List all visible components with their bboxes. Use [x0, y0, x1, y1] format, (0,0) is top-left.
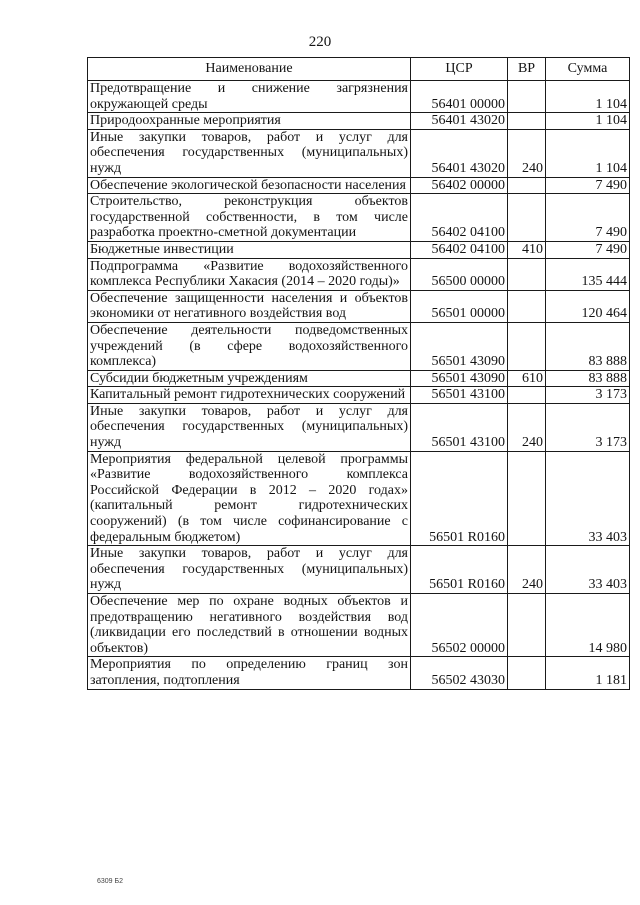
- row-vr: [508, 451, 546, 546]
- row-vr: [508, 258, 546, 290]
- row-sum: 1 104: [546, 81, 630, 113]
- table-row: [88, 370, 630, 387]
- row-vr: [508, 81, 546, 113]
- row-csr: 56401 43020: [411, 113, 508, 130]
- row-csr: 56501 R0160: [411, 451, 508, 546]
- table-row: [88, 241, 630, 258]
- header-name: Наименование: [88, 58, 411, 81]
- row-csr: 56501 43090: [411, 370, 508, 387]
- table-row: [88, 194, 630, 242]
- row-sum: 7 490: [546, 241, 630, 258]
- row-sum: 120 464: [546, 290, 630, 322]
- row-sum: 7 490: [546, 194, 630, 242]
- row-csr: 56502 43030: [411, 657, 508, 689]
- row-sum: 1 104: [546, 113, 630, 130]
- row-name: Иные закупки товаров, работ и услуг для обеспечения государственных (муниципальных) нужд: [88, 403, 411, 451]
- row-csr: 56500 00000: [411, 258, 508, 290]
- row-name: Строительство, реконструкция объектов государственной собственности, в том числе разработка проектно-сметной документации: [88, 194, 411, 242]
- row-csr: 56501 R0160: [411, 546, 508, 594]
- row-name: Подпрограмма «Развитие водохозяйственного комплекса Республики Хакасия (2014 – 2020 годы)»: [88, 258, 411, 290]
- row-name: Природоохранные мероприятия: [88, 113, 411, 130]
- row-vr: 410: [508, 241, 546, 258]
- row-name: Обеспечение мер по охране водных объектов и предотвращению негативного воздействия вод (ликвидации его последствий в отношении водных объектов): [88, 594, 411, 657]
- row-sum: 1 181: [546, 657, 630, 689]
- row-sum: 3 173: [546, 387, 630, 404]
- table-row: [88, 322, 630, 370]
- row-name: Бюджетные инвестиции: [88, 241, 411, 258]
- table-row: [88, 177, 630, 194]
- row-vr: [508, 594, 546, 657]
- table-row: [88, 387, 630, 404]
- row-vr: [508, 322, 546, 370]
- row-vr: 610: [508, 370, 546, 387]
- row-csr: 56501 43090: [411, 322, 508, 370]
- table-row: [88, 594, 630, 657]
- row-name: Обеспечение экологической безопасности населения: [88, 177, 411, 194]
- row-csr: 56402 04100: [411, 194, 508, 242]
- row-vr: [508, 657, 546, 689]
- header-sum: Сумма: [546, 58, 630, 81]
- row-csr: 56501 43100: [411, 403, 508, 451]
- row-name: Капитальный ремонт гидротехнических сооружений: [88, 387, 411, 404]
- footer-code: 6309 Б2: [97, 878, 124, 885]
- table-row: [88, 546, 630, 594]
- row-sum: 3 173: [546, 403, 630, 451]
- row-sum: 83 888: [546, 370, 630, 387]
- row-vr: [508, 177, 546, 194]
- table-row: [88, 81, 630, 113]
- row-csr: 56402 00000: [411, 177, 508, 194]
- row-vr: 240: [508, 403, 546, 451]
- header-vr: ВР: [508, 58, 546, 81]
- row-csr: 56401 00000: [411, 81, 508, 113]
- row-sum: 1 104: [546, 129, 630, 177]
- table-row: [88, 290, 630, 322]
- page-number: 220: [308, 34, 332, 50]
- row-csr: 56401 43020: [411, 129, 508, 177]
- row-sum: 33 403: [546, 546, 630, 594]
- row-sum: 7 490: [546, 177, 630, 194]
- row-name: Мероприятия по определению границ зон затопления, подтопления: [88, 657, 411, 689]
- table-row: [88, 258, 630, 290]
- row-sum: 33 403: [546, 451, 630, 546]
- row-vr: 240: [508, 129, 546, 177]
- table-row: [88, 451, 630, 546]
- row-vr: 240: [508, 546, 546, 594]
- row-name: Иные закупки товаров, работ и услуг для обеспечения государственных (муниципальных) нужд: [88, 546, 411, 594]
- row-sum: 14 980: [546, 594, 630, 657]
- row-csr: 56502 00000: [411, 594, 508, 657]
- row-csr: 56501 43100: [411, 387, 508, 404]
- header-csr: ЦСР: [411, 58, 508, 81]
- row-csr: 56501 00000: [411, 290, 508, 322]
- table-header-row: [88, 58, 630, 81]
- row-vr: [508, 387, 546, 404]
- budget-table: [87, 57, 630, 690]
- row-vr: [508, 194, 546, 242]
- table-row: [88, 403, 630, 451]
- row-name: Субсидии бюджетным учреждениям: [88, 370, 411, 387]
- row-sum: 135 444: [546, 258, 630, 290]
- row-name: Мероприятия федеральной целевой программы «Развитие водохозяйственного комплекса Российской Федерации в 2012 – 2020 годах» (капитальный ремонт гидротехнических сооружений) (в том числе софинансирование с федеральным бюджетом): [88, 451, 411, 546]
- row-name: Предотвращение и снижение загрязнения окружающей среды: [88, 81, 411, 113]
- row-name: Иные закупки товаров, работ и услуг для обеспечения государственных (муниципальных) нужд: [88, 129, 411, 177]
- row-name: Обеспечение деятельности подведомственных учреждений (в сфере водохозяйственного комплекса): [88, 322, 411, 370]
- row-name: Обеспечение защищенности населения и объектов экономики от негативного воздействия вод: [88, 290, 411, 322]
- table-row: [88, 657, 630, 689]
- table-row: [88, 113, 630, 130]
- row-vr: [508, 113, 546, 130]
- table-row: [88, 129, 630, 177]
- row-sum: 83 888: [546, 322, 630, 370]
- row-vr: [508, 290, 546, 322]
- row-csr: 56402 04100: [411, 241, 508, 258]
